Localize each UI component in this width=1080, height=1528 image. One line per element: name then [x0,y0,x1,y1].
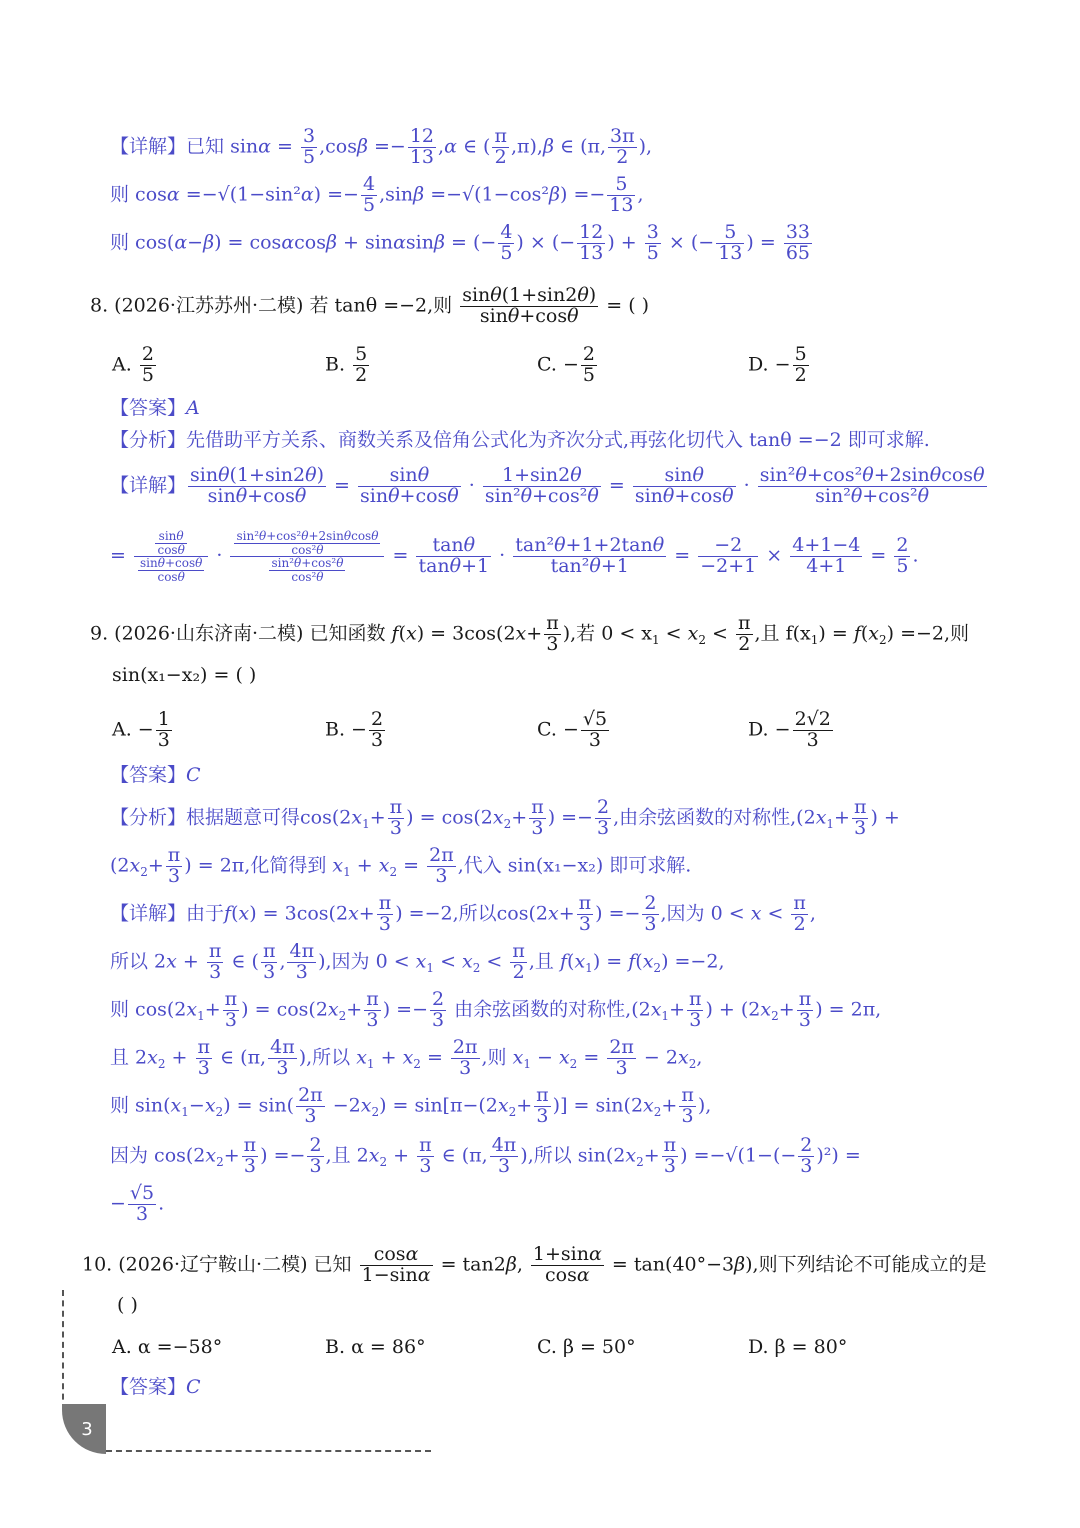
q9-option-d[interactable]: D. − $\frac{2√2}{3}$ [748,708,831,751]
q9-answer: 【答案】C [110,764,201,786]
q9-detail-line-3: 则 $\cos(2x_1+$ $\frac{\pi}{3}$ ) = $\cos(2x_2+$ $\frac{\pi}{3}$ ) =− $\frac{2}{3}$ 由余弦函数的对称性$,(2x_1+$ $\frac{\pi}{3}$ ) + ($2x_2+$ $\frac{\pi}{3}$ ) = 2π, [110,988,882,1031]
page-number: 3 [62,1404,106,1454]
detail-tag: 【详解】 [110,135,187,158]
q10-stem-line-1: 10. (2026·辽宁鞍山·二模) 已知 $\frac{\cos\alpha}{1-\sin\alpha}$ = tan2β, $\frac{1+\sin\alpha}{\cos\alpha}$ = tan(40°−3β),则下列结论不可能成立的是 [82,1243,987,1286]
q10-answer: 【答案】C [110,1376,201,1398]
q9-detail-line-2: 所以 2x + $\frac{\pi}{3}$ ∈ ( $\frac{\pi}{3}$ , $\frac{4\pi}{3}$ ),因为 $0 < x_1 < x_2$ < $\frac{\pi}{2}$ ,且 $f(x_1) = f(x_2) =-2$, [110,940,725,983]
q7-detail-line-3: 则 cos(α−β) = cosαcosβ + sinαsinβ = (− $\frac{4}{5}$ ) × (− $\frac{12}{13}$ ) + $\frac{3}{5}$ × (− $\frac{5}{13}$ ) = $\frac{33}{65}$ [110,221,810,264]
q8-option-b[interactable]: B. $\frac{5}{2}$ [325,343,368,386]
q9-option-c[interactable]: C. − $\frac{√5}{3}$ [537,708,608,751]
q10-option-c[interactable]: C. β = 50° [537,1336,636,1358]
q10-option-b[interactable]: B. α = 86° [325,1336,426,1358]
q8-detail-line-2: = $\frac{\frac{\sin\theta}{\cos\theta}}{\frac{\sin\theta+\cos\theta}{\cos\theta}}$ · $\frac{\frac{\text{sin²θ+cos²θ+2sinθcosθ}}{\text{cos²θ}}}{\frac{\text{sin²θ+cos²θ}}{\text{cos²θ}}}$ = $\frac{\tan\theta}{\tan\theta+1}$ · $\frac{\text{tan²θ+1+2tanθ}}{\text{tan²θ+1}}$ = $\frac{-2}{-2+1}$ × $\frac{4+1-4}{4+1}$ = $\frac{2}{5}$ . [110,529,919,584]
footer-dashed-line [106,1450,431,1452]
q9-detail-line-4: 且 $2x_2$ + $\frac{\pi}{3}$ ∈ (π, $\frac{4\pi}{3}$ ),所以 $x_1 + x_2$ = $\frac{2\pi}{3}$ ,则 $x_1 - x_2$ = $\frac{2\pi}{3}$ − $2x_2$, [110,1036,703,1079]
q7-detail-line-2: 则 cosα =−√(1−sin²α) =− $\frac{4}{5}$ ,sinβ =−√(1−cos²β) =− $\frac{5}{13}$ , [110,173,644,216]
q9-option-a[interactable]: A. − $\frac{1}{3}$ [112,708,170,751]
q9-detail-line-5: 则 $\sin(x_1-x_2) = \sin$( $\frac{2\pi}{3}$ $-2x_2) = \sin[\pi-(2x_2+$ $\frac{\pi}{3}$ )] = $\sin(2x_2+$ $\frac{\pi}{3}$ ), [110,1084,712,1127]
q8-answer: 【答案】A [110,397,200,419]
q9-detail-line-6: 因为 $\cos(2x_2+$ $\frac{\pi}{3}$ ) =− $\frac{2}{3}$ ,且 $2x_2$ + $\frac{\pi}{3}$ ∈ (π, $\frac{4\pi}{3}$ ),所以 $\sin(2x_2+$ $\frac{\pi}{3}$ ) =−√(1−(− $\frac{2}{3}$ )²) = [110,1134,861,1177]
q10-option-a[interactable]: A. α =−58° [112,1336,223,1358]
q10-stem-line-2: ( ) [117,1294,138,1316]
q9-analysis-line-1: 【分析】根据题意可得$\cos(2x_1+$ $\frac{\pi}{3}$ ) = $\cos(2x_2+$ $\frac{\pi}{3}$ ) =− $\frac{2}{3}$ ,由余弦函数的对称性$,(2x_1+$ $\frac{\pi}{3}$ ) + [110,796,900,839]
q9-option-b[interactable]: B. − $\frac{2}{3}$ [325,708,384,751]
q9-detail-line-7: − $\frac{√5}{3}$ . [110,1182,165,1225]
q8-option-d[interactable]: D. − $\frac{5}{2}$ [748,343,807,386]
margin-dashed-line [62,1290,64,1410]
q9-stem-line-2: sin(x₁−x₂) = ( ) [112,664,257,686]
q8-stem: 8. (2026·江苏苏州·二模) 若 tanθ =−2,则 $\frac{\sin\theta(1+\sin 2\theta)}{\sin\theta+\cos\theta}$ = ( ) [90,284,650,327]
q9-analysis-line-2: ($2x_2+$ $\frac{\pi}{3}$ ) = 2π,化简得到 $x_1 + x_2$ = $\frac{2\pi}{3}$ ,代入 sin(x₁−x₂) 即可求解. [110,844,692,887]
q8-detail-line-1: 【详解】 $\frac{\sin\theta(1+\sin 2\theta)}{\sin\theta+\cos\theta}$ = $\frac{\sin\theta}{\sin\theta+\cos\theta}$ · $\frac{1+\sin 2\theta}{\text{sin²θ+cos²θ}}$ = $\frac{\sin\theta}{\sin\theta+\cos\theta}$ · $\frac{\text{sin²θ+cos²θ+2sinθcosθ}}{\text{sin²θ+cos²θ}}$ [110,464,985,507]
q9-detail-line-1: 【详解】由于f(x) = 3cos(2x+ $\frac{\pi}{3}$ ) =−2,所以cos(2x+ $\frac{\pi}{3}$ ) =− $\frac{2}{3}$ ,因为 0 < x < $\frac{\pi}{2}$ , [110,892,816,935]
q8-analysis: 【分析】先借助平方关系、商数关系及倍角公式化为齐次分式,再弦化切代入 tanθ =−2 即可求解. [110,429,930,451]
q8-option-a[interactable]: A. $\frac{2}{5}$ [112,343,154,386]
q10-option-d[interactable]: D. β = 80° [748,1336,848,1358]
q8-option-c[interactable]: C. − $\frac{2}{5}$ [537,343,595,386]
q9-stem-line-1: 9. (2026·山东济南·二模) 已知函数 f(x) = 3cos(2x+ $\frac{\pi}{3}$ ),若 $0 < x_1 < x_2$ < $\frac{\pi}{2}$ ,且 $f(x_1) = f(x_2) =-2$,则 [90,612,970,655]
q7-detail-line-1: 【详解】已知 sinα = $\frac{3}{5}$ ,cosβ =− $\frac{12}{13}$ ,α ∈ ( $\frac{\pi}{2}$ ,π),β ∈ (π, $\frac{3\pi}{2}$ ), [110,125,653,168]
